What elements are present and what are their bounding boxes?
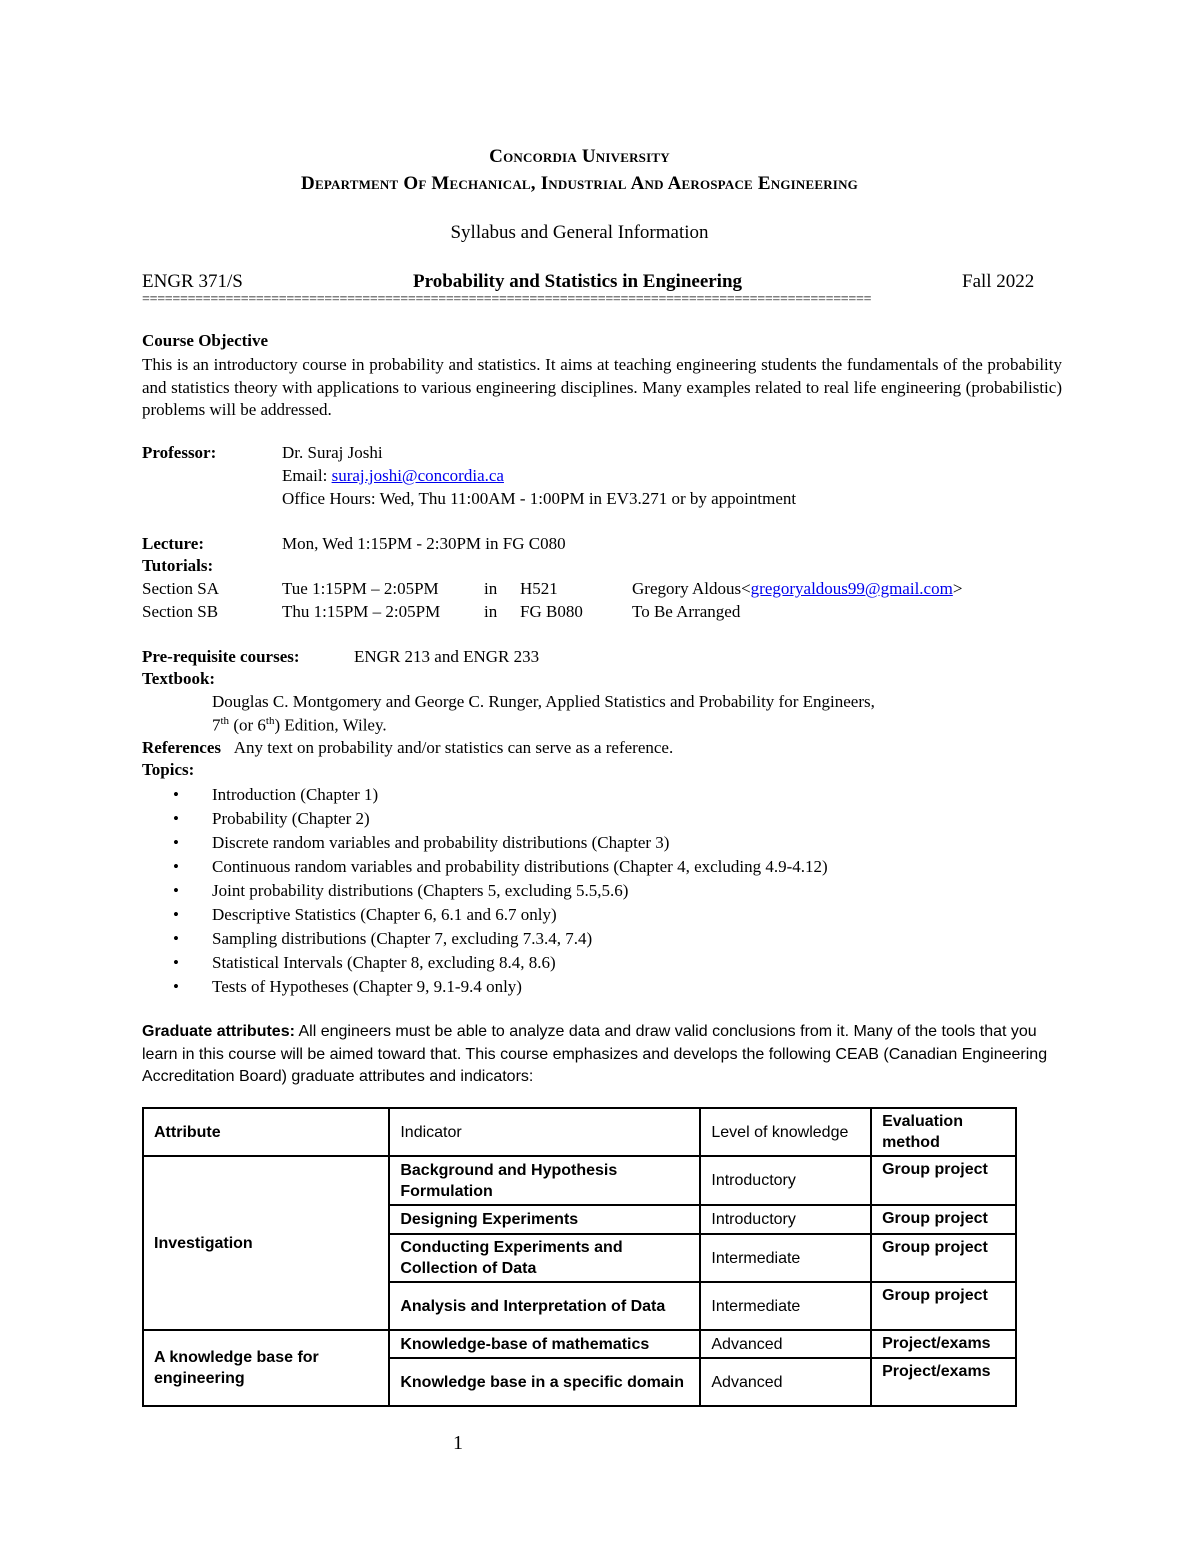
office-hours: Office Hours: Wed, Thu 11:00AM - 1:00PM in EV3.271 or by appointment bbox=[282, 489, 797, 508]
edition-sup1: th bbox=[220, 715, 230, 727]
list-item bbox=[142, 879, 1017, 903]
bullet-icon: • bbox=[173, 953, 179, 972]
method-cell: Project/exams bbox=[871, 1358, 1016, 1406]
department-name bbox=[142, 173, 1017, 195]
university-text: Concordia University bbox=[489, 146, 670, 167]
table-row bbox=[143, 1156, 1016, 1205]
method-cell: Group project bbox=[871, 1282, 1016, 1330]
references-label: References bbox=[142, 738, 221, 757]
topic-text: Introduction (Chapter 1) bbox=[212, 785, 379, 804]
header-method: Evaluation method bbox=[871, 1108, 1016, 1156]
indicator-cell: Background and Hypothesis Formulation bbox=[389, 1156, 700, 1205]
university-name bbox=[142, 146, 1017, 168]
references-line bbox=[142, 738, 673, 758]
method-cell: Group project bbox=[871, 1156, 1016, 1205]
list-item bbox=[142, 927, 1017, 951]
edition-or: (or 6 bbox=[229, 715, 266, 735]
course-code: ENGR 371/S bbox=[142, 271, 243, 292]
indicator-cell: Knowledge base in a specific domain bbox=[389, 1358, 700, 1406]
header-attribute: Attribute bbox=[143, 1108, 389, 1156]
graduate-attributes-table bbox=[142, 1107, 1017, 1407]
objective-text: This is an introductory course in probability and statistics. It aims at teaching engineering students the fundamentals of the probability and statistics theory with applications to various engineering disciplines. Many examples related to real life engineering (probabilistic) problems will be addressed. bbox=[142, 355, 1062, 419]
table-header-row bbox=[143, 1108, 1016, 1156]
level-cell: Advanced bbox=[700, 1330, 871, 1358]
section-sb-time: Thu 1:15PM – 2:05PM bbox=[282, 602, 441, 621]
list-item bbox=[142, 951, 1017, 975]
syllabus-subtitle: Syllabus and General Information bbox=[450, 222, 709, 243]
section-sa-in: in bbox=[484, 579, 498, 598]
indicator-cell: Analysis and Interpretation of Data bbox=[389, 1282, 700, 1330]
table-row bbox=[143, 1330, 1016, 1358]
edition-sup2: th bbox=[265, 715, 275, 727]
bullet-icon: • bbox=[173, 785, 179, 804]
topic-text: Statistical Intervals (Chapter 8, excluding 8.4, 8.6) bbox=[212, 953, 556, 972]
section-sb-ta: To Be Arranged bbox=[632, 602, 741, 621]
indicator-cell: Conducting Experiments and Collection of Data bbox=[389, 1234, 700, 1282]
topics-list bbox=[142, 783, 1017, 999]
header-level: Level of knowledge bbox=[700, 1108, 871, 1156]
bullet-icon: • bbox=[173, 857, 179, 876]
bullet-icon: • bbox=[173, 977, 179, 996]
bullet-icon: • bbox=[173, 809, 179, 828]
prereq-label: Pre-requisite courses: bbox=[142, 647, 300, 666]
edition-number: 7 bbox=[212, 715, 221, 735]
textbook-label: Textbook: bbox=[142, 669, 216, 688]
separator-line: ================================================================================================ bbox=[142, 292, 872, 307]
prereq-value: ENGR 213 and ENGR 233 bbox=[354, 647, 540, 666]
professor-name: Dr. Suraj Joshi bbox=[282, 443, 383, 462]
ta-email-link[interactable]: gregoryaldous99@gmail.com bbox=[750, 579, 953, 598]
professor-label: Professor: bbox=[142, 443, 217, 462]
textbook-line1: Douglas C. Montgomery and George C. Runger, Applied Statistics and Probability for Engineers, bbox=[212, 692, 875, 711]
bullet-icon: • bbox=[173, 929, 179, 948]
section-sb-room: FG B080 bbox=[520, 602, 583, 621]
ta-email-end: > bbox=[952, 579, 963, 598]
page-number: 1 bbox=[453, 1432, 463, 1454]
method-cell: Group project bbox=[871, 1205, 1016, 1234]
list-item bbox=[142, 783, 1017, 807]
professor-email-line bbox=[282, 466, 504, 486]
professor-email-link[interactable]: suraj.joshi@concordia.ca bbox=[331, 466, 504, 485]
level-cell: Introductory bbox=[700, 1156, 871, 1205]
tutorials-label: Tutorials: bbox=[142, 556, 214, 575]
section-sa-name: Section SA bbox=[142, 579, 219, 598]
method-cell: Group project bbox=[871, 1234, 1016, 1282]
references-value: Any text on probability and/or statistics can serve as a reference. bbox=[233, 738, 674, 757]
email-label: Email: bbox=[282, 466, 332, 485]
graduate-attributes-paragraph bbox=[142, 1021, 1062, 1089]
lecture-value: Mon, Wed 1:15PM - 2:30PM in FG C080 bbox=[282, 534, 566, 553]
attribute-investigation: Investigation bbox=[143, 1156, 389, 1330]
method-cell: Project/exams bbox=[871, 1330, 1016, 1358]
objective-heading: Course Objective bbox=[142, 331, 269, 350]
topics-label: Topics: bbox=[142, 760, 195, 779]
topic-text: Tests of Hypotheses (Chapter 9, 9.1-9.4 only) bbox=[212, 977, 522, 996]
list-item bbox=[142, 903, 1017, 927]
indicator-cell: Knowledge-base of mathematics bbox=[389, 1330, 700, 1358]
topic-text: Sampling distributions (Chapter 7, excluding 7.3.4, 7.4) bbox=[212, 929, 593, 948]
bullet-icon: • bbox=[173, 833, 179, 852]
course-term: Fall 2022 bbox=[962, 271, 1035, 292]
indicator-cell: Designing Experiments bbox=[389, 1205, 700, 1234]
topic-text: Continuous random variables and probability distributions (Chapter 4, excluding 4.9-4.12) bbox=[212, 857, 828, 876]
topic-text: Joint probability distributions (Chapters 5, excluding 5.5,5.6) bbox=[212, 881, 629, 900]
header-indicator: Indicator bbox=[389, 1108, 700, 1156]
topic-text: Descriptive Statistics (Chapter 6, 6.1 and 6.7 only) bbox=[212, 905, 557, 924]
attribute-knowledge-base: A knowledge base for engineering bbox=[143, 1330, 389, 1406]
section-sa-ta bbox=[632, 579, 962, 599]
graduate-text: All engineers must be able to analyze data and draw valid conclusions from it. Many of the tools that you learn in this course will be aimed toward that. This course emphasizes and develops the following CEAB (Canadian Engineering Accreditation Board) graduate attributes and indicators: bbox=[142, 1023, 1048, 1085]
department-text: Department Of Mechanical, Industrial And Aerospace Engineering bbox=[301, 173, 858, 194]
level-cell: Advanced bbox=[700, 1358, 871, 1406]
edition-end: ) Edition, Wiley. bbox=[274, 715, 387, 735]
section-sb-in: in bbox=[484, 602, 498, 621]
topic-text: Probability (Chapter 2) bbox=[212, 809, 370, 828]
textbook-edition bbox=[212, 715, 387, 736]
bullet-icon: • bbox=[173, 881, 179, 900]
topic-text: Discrete random variables and probability distributions (Chapter 3) bbox=[212, 833, 670, 852]
section-sa-room: H521 bbox=[520, 579, 558, 598]
list-item bbox=[142, 975, 1017, 999]
bullet-icon: • bbox=[173, 905, 179, 924]
list-item bbox=[142, 831, 1017, 855]
lecture-label: Lecture: bbox=[142, 534, 204, 553]
section-sa-time: Tue 1:15PM – 2:05PM bbox=[282, 579, 439, 598]
list-item bbox=[142, 807, 1017, 831]
list-item bbox=[142, 855, 1017, 879]
level-cell: Intermediate bbox=[700, 1234, 871, 1282]
section-sa-ta-name: Gregory Aldous< bbox=[632, 579, 751, 598]
level-cell: Introductory bbox=[700, 1205, 871, 1234]
graduate-label: Graduate attributes: bbox=[142, 1023, 295, 1040]
level-cell: Intermediate bbox=[700, 1282, 871, 1330]
course-title: Probability and Statistics in Engineering bbox=[413, 271, 743, 292]
section-sb-name: Section SB bbox=[142, 602, 219, 621]
